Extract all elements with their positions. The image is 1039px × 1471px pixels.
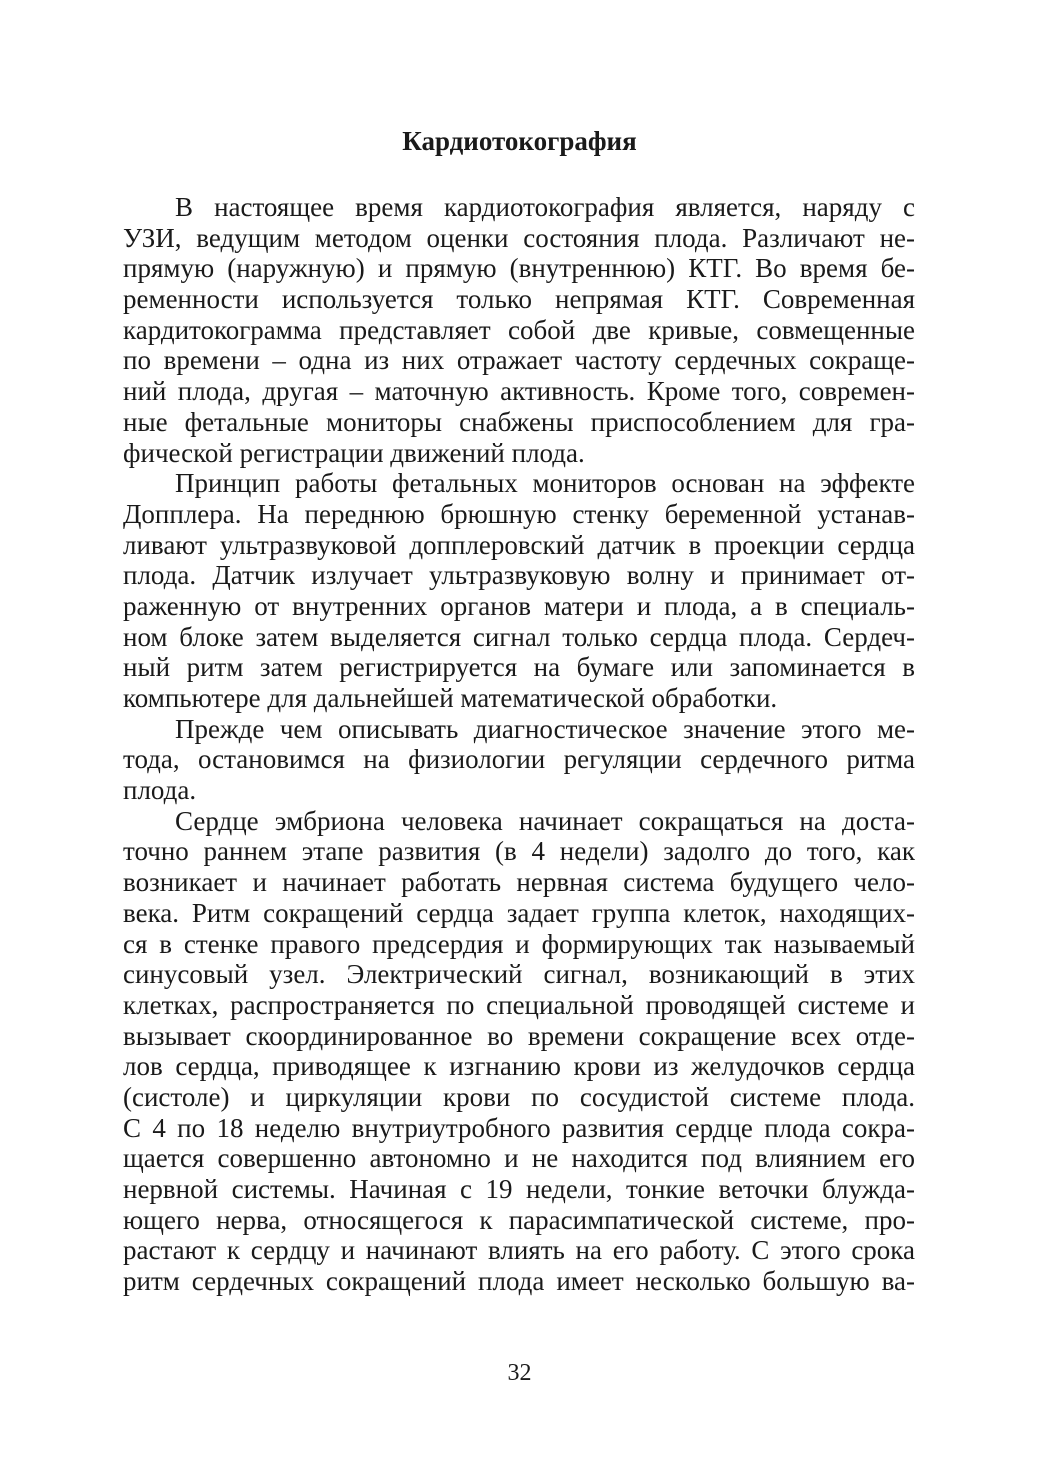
text-line: ритм сердечных сокращений плода имеет несколько большую ва-: [123, 1266, 915, 1297]
text-line: Прежде чем описывать диагностическое значение этого ме-: [175, 713, 915, 744]
text-line: раженную от внутренних органов матери и плода, а в специаль-: [123, 590, 915, 621]
text-line: века. Ритм сокращений сердца задает группа клеток, находящих-: [123, 897, 915, 928]
text-line: ливают ультразвуковой допплеровский датчик в проекции сердца: [123, 529, 915, 560]
text-line: нервной системы. Начиная с 19 недели, тонкие веточки блужда-: [123, 1174, 915, 1204]
text-line: тода, остановимся на физиологии регуляции сердечного ритма: [123, 744, 915, 775]
text-line: компьютере для дальнейшей математической обработки.: [123, 683, 778, 713]
text-line: прямую (наружную) и прямую (внутреннюю) КТГ. Во время бе-: [123, 253, 915, 284]
text-line: Допплера. На переднюю брюшную стенку беременной устанав-: [123, 498, 915, 529]
text-line: вызывает скоординированное во времени сокращение всех отде-: [123, 1020, 915, 1051]
text-line: ном блоке затем выделяется сигнал только сердца плода. Сердеч-: [123, 621, 915, 652]
text-line: лов сердца, приводящее к изгнанию крови из желудочков сердца: [123, 1051, 915, 1082]
text-line: фической регистрации движений плода.: [123, 437, 585, 468]
text-line: ся в стенке правого предсердия и формирующих так называемый: [123, 928, 915, 959]
text-line: клетках, распространяется по специальной проводящей системе и: [123, 989, 915, 1020]
text-line: ременности используется только непрямая КТГ. Современная: [123, 284, 915, 315]
text-line: кардитокограмма представляет собой две кривые, совмещенные: [123, 314, 915, 345]
text-line: УЗИ, ведущим методом оценки состояния плода. Различают не-: [123, 222, 915, 253]
text-line: синусовый узел. Электрический сигнал, возникающий в этих: [123, 959, 915, 990]
text-line: по времени – одна из них отражает частоту сердечных сокраще-: [123, 345, 915, 376]
text-line: (систоле) и циркуляции крови по сосудистой системе плода.: [123, 1081, 915, 1112]
text-line: Сердце эмбриона человека начинает сокращаться на доста-: [175, 805, 915, 836]
page-number: 32: [507, 1360, 532, 1386]
text-line: плода. Датчик излучает ультразвуковую волну и принимает от-: [123, 560, 915, 591]
text-line: ный ритм затем регистрируется на бумаге или запоминается в: [123, 652, 915, 683]
text-line: ющего нерва, относящегося к парасимпатической системе, про-: [123, 1204, 915, 1235]
text-line: ний плода, другая – маточную активность. Кроме того, современ-: [123, 376, 915, 407]
text-line: Принцип работы фетальных мониторов основан на эффекте: [175, 468, 915, 499]
text-line: плода.: [123, 775, 197, 806]
text-line: точно раннем этапе развития (в 4 недели) задолго до того, как: [123, 836, 915, 867]
text-line: ные фетальные мониторы снабжены приспособлением для гра-: [123, 406, 915, 437]
text-line: возникает и начинает работать нервная система будущего чело-: [123, 867, 915, 898]
page-title: Кардиотокография: [402, 126, 637, 156]
text-line: С 4 по 18 неделю внутриутробного развития сердце плода сокра-: [123, 1112, 915, 1143]
text-line: растают к сердцу и начинают влиять на его работу. С этого срока: [123, 1235, 915, 1266]
body-text: [123, 192, 915, 1297]
text-line: щается совершенно автономно и не находится под влиянием его: [123, 1143, 915, 1174]
text-line: В настоящее время кардиотокография является, наряду с: [175, 192, 915, 222]
